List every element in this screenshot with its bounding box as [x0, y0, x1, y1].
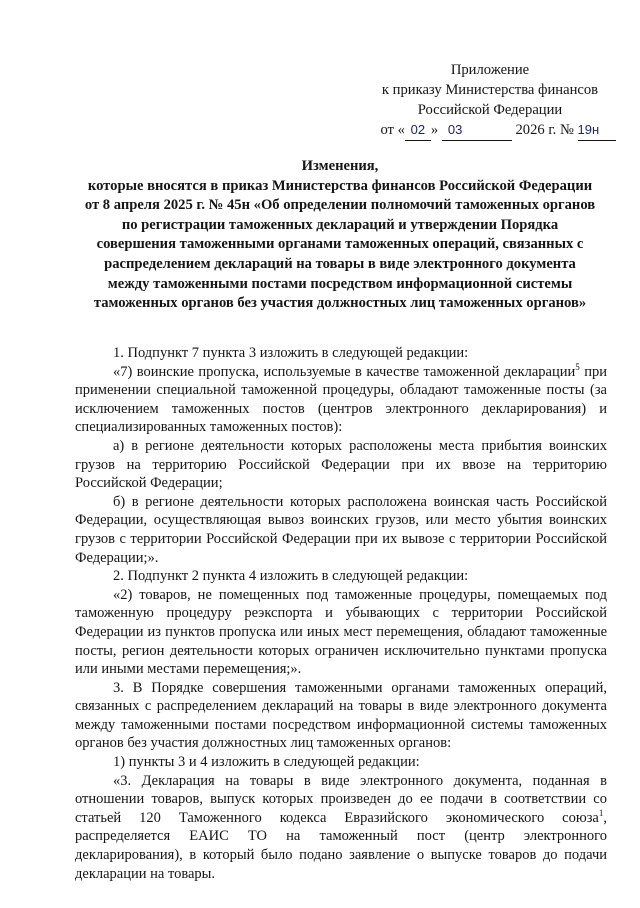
appendix-date-line	[368, 120, 628, 141]
title-line: от 8 апреля 2025 г. № 45н «Об определении полномочий таможенных органов	[84, 197, 596, 214]
paragraph-item-3: 3. В Порядке совершения таможенными органами таможенных операций, связанных с распределением деклараций на товары в виде электронного документа между таможенными постами посредством информационной системы таможенных органов без участия должностных лиц таможенных органов:	[75, 679, 607, 752]
footnote-mark: 1	[598, 807, 604, 818]
appendix-order-ref: к приказу Министерства финансов	[381, 82, 599, 98]
date-month-field	[442, 120, 512, 141]
paragraph-text: при применении специальной таможенной процедуры, обладают таможенные посты (за исключением таможенных постов (центров электронного декларирования) и специализированных таможенных постов):	[75, 363, 607, 436]
date-month: 03	[447, 122, 463, 137]
date-year: 2026 г. №	[511, 122, 578, 138]
paragraph-text: «3. Декларация на товары в виде электронного документа, поданная в отношении товаров, выпуск которых произведен до ее подачи в соответствии со статьей 120 Таможенного кодекса Евразийского экономического союза	[75, 772, 607, 826]
paragraph-subitem-a: а) в регионе деятельности которых расположены места прибытия воинских грузов на территорию Российской Федерации при их ввозе на территорию Российской Федерации;	[75, 437, 607, 492]
title-line: которые вносятся в приказ Министерства финансов Российской Федерации	[87, 177, 593, 194]
title-line: совершения таможенными органами таможенных операций, связанных с	[96, 236, 584, 253]
date-mid: »	[430, 122, 442, 138]
title-line: Изменения,	[301, 158, 379, 174]
footnote-mark: 5	[575, 361, 580, 372]
title-line: по регистрации таможенных деклараций и утверждении Порядка	[121, 216, 559, 233]
appendix-label: Приложение	[450, 62, 530, 78]
paragraph-item-1: 1. Подпункт 7 пункта 3 изложить в следующей редакции:	[113, 345, 469, 361]
date-prefix: от «	[380, 122, 405, 138]
date-day-field	[405, 120, 431, 141]
paragraph-item-2: 2. Подпункт 2 пункта 4 изложить в следующей редакции:	[113, 568, 469, 585]
paragraph-text: «7) воинские пропуска, используемые в качестве таможенной декларации	[113, 363, 576, 380]
appendix-ministry: Российской Федерации	[417, 102, 563, 118]
order-number-field	[578, 120, 616, 141]
title-line: распределением деклараций на товары в виде электронного документа	[104, 255, 576, 272]
paragraph-subitem-7	[75, 363, 607, 437]
date-day: 02	[410, 122, 426, 137]
paragraph-subitem-1: 1) пункты 3 и 4 изложить в следующей редакции:	[113, 754, 420, 771]
title-line: таможенных органов без участия должностных лиц таможенных органов»	[93, 295, 587, 312]
paragraph-point-3	[75, 772, 607, 884]
paragraph-subitem-2: «2) товаров, не помещенных под таможенные процедуры, помещаемых под таможенную процедуру реэкспорта и убывающих с территории Российской Федерации из пунктов пропуска или иных мест перемещения, обладают таможенные посты, регион деятельности которых ограничен исключительно пунктами пропуска или иными местами перемещения;».	[75, 586, 607, 678]
appendix-header	[360, 60, 620, 141]
paragraph-text: , распределяется ЕАИС ТО на таможенный пост (центр электронного декларирования), в который было подано заявление о выпуске товаров до подачи декларации на товары.	[75, 809, 607, 882]
document-body	[75, 344, 607, 883]
order-number: 19н	[577, 122, 600, 137]
paragraph-subitem-b: б) в регионе деятельности которых расположена воинская часть Российской Федерации, осуществляющая вывоз воинских грузов, или место убытия воинских грузов с территории Российской Федерации при их вывозе с территории Российской Федерации;».	[75, 493, 607, 566]
document-title	[60, 157, 620, 314]
title-line: между таможенными постами посредством информационной системы	[107, 275, 573, 292]
